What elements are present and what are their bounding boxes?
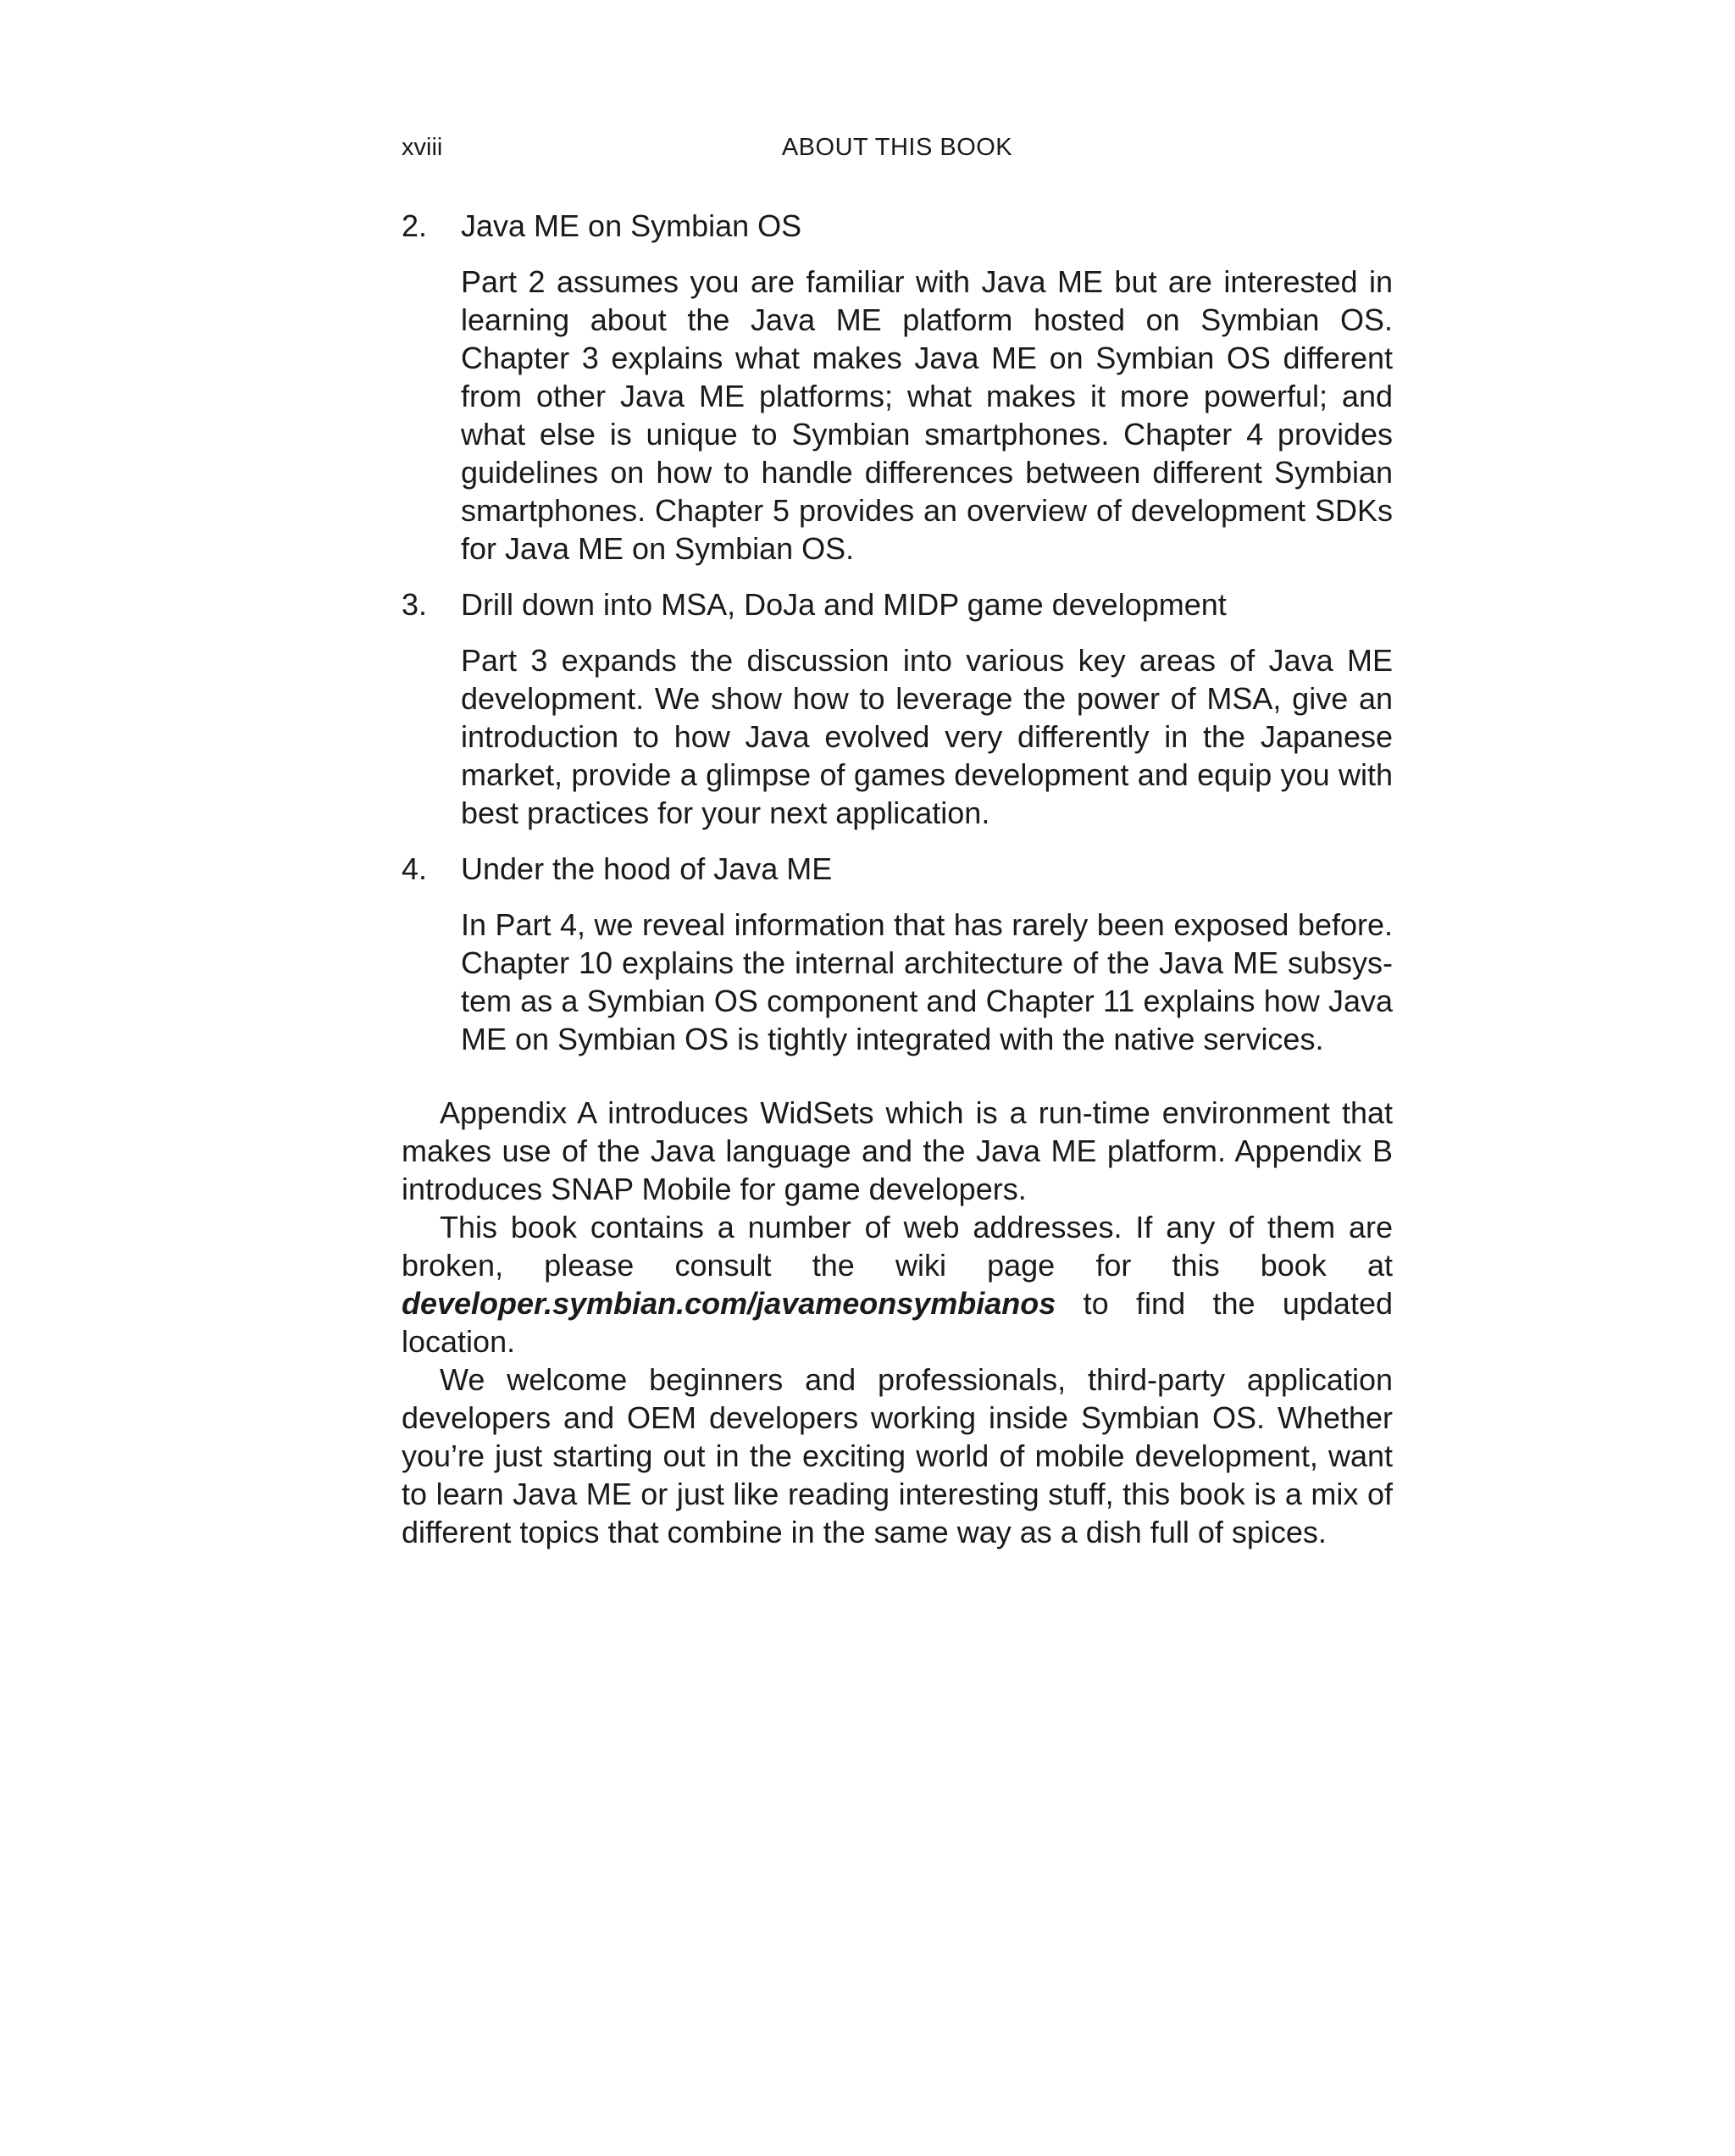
list-item-part-3: [402, 585, 1393, 832]
running-head: ABOUT THIS BOOK: [781, 134, 1013, 161]
list-item-part-4: [402, 850, 1393, 1058]
list-item-title: Drill down into MSA, DoJa and MIDP game development: [461, 587, 1227, 622]
list-item-body: Part 2 assumes you are familiar with Java ME but are interested in learning about the Java ME platform hosted on Symbian OS. Chapter 3 explains what makes Java ME on Symbian OS different from other Java ME platforms; what makes it more powerful; and what else is unique to Symbian smartphones. Chapter 4 provides guidelines on how to handle differences between different Symbian smartphones. Chapter 5 provides an overview of development SDKs for Java ME on Symbian OS.: [461, 264, 1393, 566]
list-item-heading: [402, 585, 1393, 624]
list-item-title: Java ME on Symbian OS: [461, 208, 802, 243]
web-paragraph-text-end: to find the updated location.: [402, 1286, 1393, 1359]
list-item-heading: [402, 850, 1393, 888]
welcome-paragraph: We welcome beginners and professionals, third-party application developers and OEM developers working inside Symbian OS. Whether you’re just starting out in the exciting world of mobile development, want to learn Java ME or just like reading interesting stuff, this book is a mix of different topics that combine in the same way as a dish full of spices.: [402, 1362, 1393, 1549]
body-paragraphs: [402, 1094, 1393, 1551]
list-item-number: 4.: [402, 851, 428, 886]
appendix-paragraph: Appendix A introduces WidSets which is a run-time environment that makes use of the Java language and the Java ME platform. Appendix B introduces SNAP Mobile for game developers.: [402, 1095, 1393, 1206]
list-item-number: 3.: [402, 587, 428, 622]
list-item-body: Part 3 expands the discussion into various key areas of Java ME development. We show how to leverage the power of MSA, give an introduction to how Java evolved very differently in the Japanese market, provide a glimpse of games development and equip you with best practices for your next application.: [461, 643, 1393, 830]
page-number: xviii: [402, 134, 443, 161]
wiki-url-link[interactable]: developer.symbian.com/javameonsymbianos: [402, 1286, 1056, 1321]
list-item-number: 2.: [402, 208, 428, 243]
list-item-part-2: [402, 207, 1393, 568]
list-item-title: Under the hood of Java ME: [461, 851, 833, 886]
web-addresses-paragraph: [402, 1208, 1393, 1361]
list-item-heading: [402, 207, 1393, 245]
page-content: [402, 207, 1393, 1551]
list-item-body: In Part 4, we reveal information that has rarely been exposed before. Chapter 10 explains the internal architecture of the Java ME subsystem as a Symbian OS component and Chapter 11 explains how Java ME on Symbian OS is tightly integrated with the native services.: [461, 907, 1393, 1056]
web-paragraph-text: This book contains a number of web addresses. If any of them are broken, please consult the wiki page for this book at: [402, 1210, 1393, 1283]
page-header: [402, 130, 1393, 164]
